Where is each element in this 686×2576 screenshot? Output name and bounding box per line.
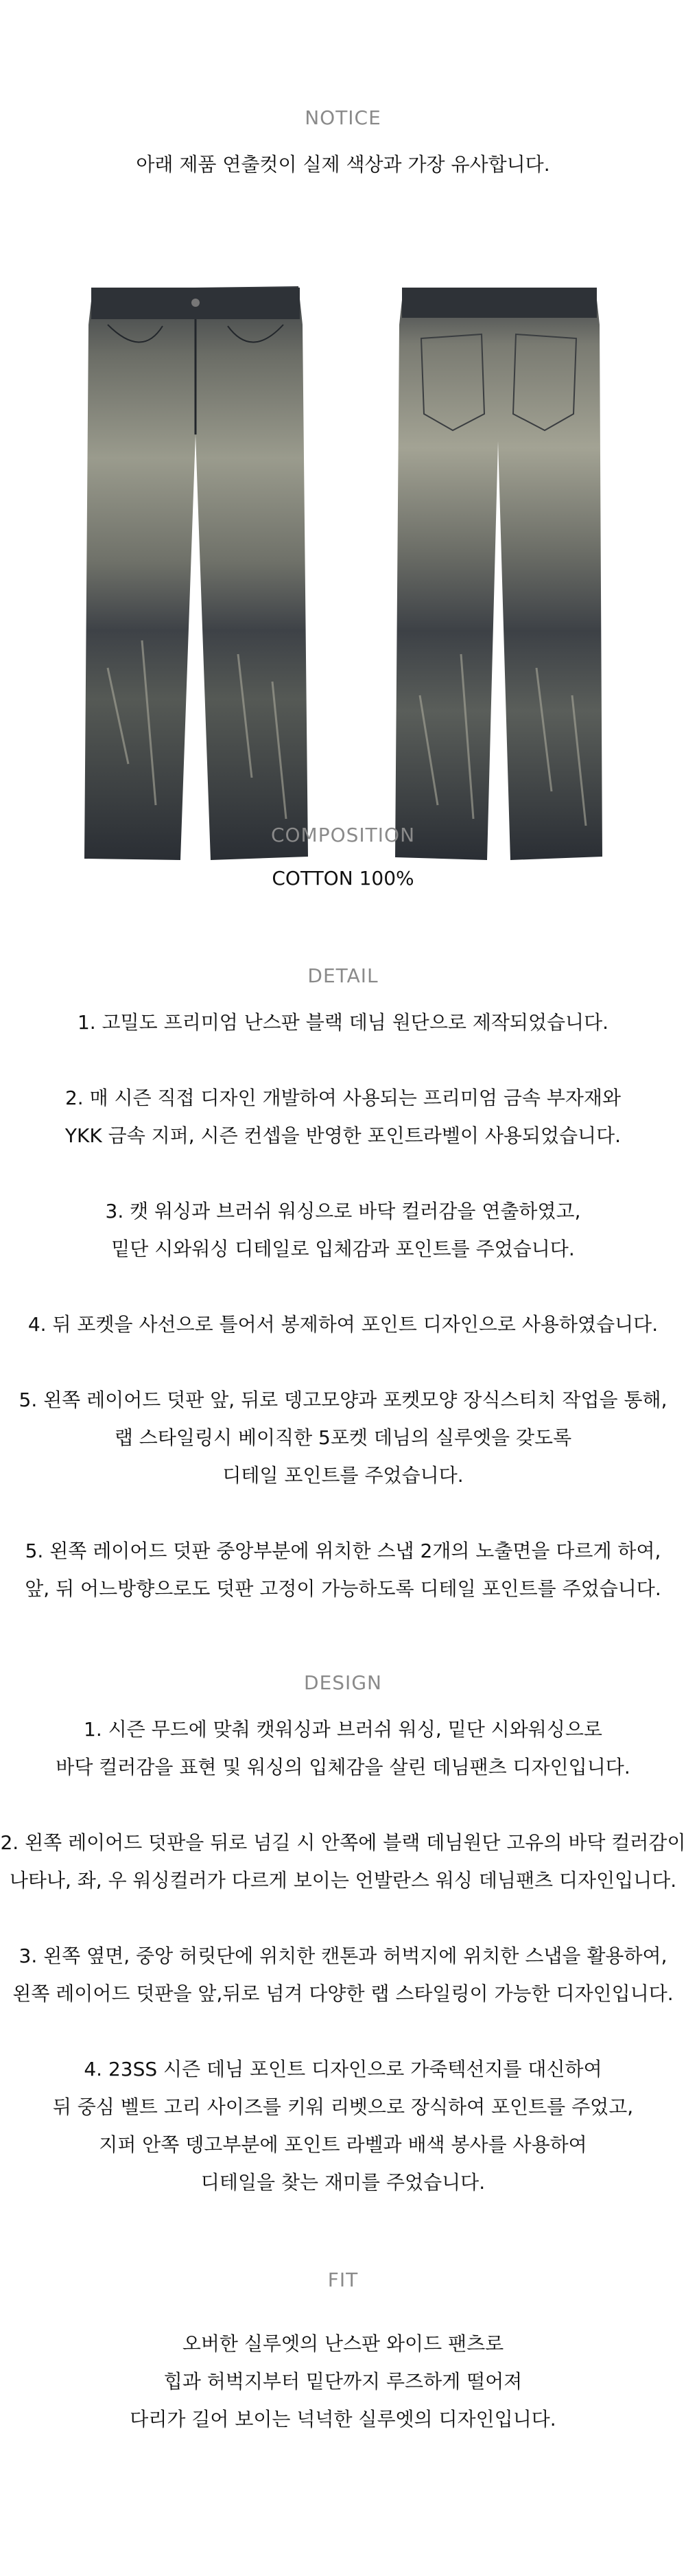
- fit-line: 다리가 길어 보이는 넉넉한 실루엣의 디자인입니다.: [130, 2408, 556, 2430]
- notice-heading: NOTICE: [305, 106, 381, 129]
- design-line: 지퍼 안쪽 뎅고부분에 포인트 라벨과 배색 봉사를 사용하여: [99, 2133, 587, 2156]
- composition-text: COTTON 100%: [272, 867, 414, 890]
- design-line: 나타나, 좌, 우 워싱컬러가 다르게 보이는 언발란스 워싱 데님팬츠 디자인입니다.: [9, 1869, 677, 1892]
- fit-line: 오버한 실루엣의 난스판 와이드 팬츠로: [182, 2332, 504, 2355]
- design-line: 4. 23SS 시즌 데님 포인트 디자인으로 가죽텍선지를 대신하여: [84, 2058, 602, 2080]
- design-line: 1. 시즌 무드에 맞춰 캣워싱과 브러쉬 워싱, 밑단 시와워싱으로: [84, 1718, 602, 1741]
- design-line: 왼쪽 레이어드 덧판을 앞,뒤로 넘겨 다양한 랩 스타일링이 가능한 디자인입니다.: [12, 1982, 674, 2005]
- detail-line: YKK 금속 지퍼, 시즌 컨셉을 반영한 포인트라벨이 사용되었습니다.: [64, 1124, 622, 1147]
- detail-line: 밑단 시와워싱 디테일로 입체감과 포인트를 주었습니다.: [111, 1238, 575, 1260]
- detail-line: 디테일 포인트를 주었습니다.: [222, 1464, 464, 1487]
- design-heading: DESIGN: [304, 1671, 382, 1694]
- detail-heading: DETAIL: [307, 964, 379, 987]
- detail-line: 5. 왼쪽 레이어드 덧판 앞, 뒤로 뎅고모양과 포켓모양 장식스티치 작업을 통해,: [19, 1389, 667, 1411]
- detail-line: 5. 왼쪽 레이어드 덧판 중앙부분에 위치한 스냅 2개의 노출면을 다르게 하여,: [25, 1540, 661, 1562]
- jeans-front-image: [80, 283, 310, 862]
- fit-line: 힙과 허벅지부터 밑단까지 루즈하게 떨어져: [163, 2370, 523, 2393]
- detail-line: 랩 스타일링시 베이직한 5포켓 데님의 실루엣을 갖도록: [114, 1426, 572, 1449]
- detail-line: 4. 뒤 포켓을 사선으로 틀어서 봉제하여 포인트 디자인으로 사용하였습니다.: [27, 1313, 659, 1336]
- detail-line: 2. 매 시즌 직접 디자인 개발하여 사용되는 프리미엄 금속 부자재와: [64, 1087, 622, 1109]
- design-line: 디테일을 찾는 재미를 주었습니다.: [200, 2171, 486, 2194]
- composition-heading: COMPOSITION: [270, 824, 416, 846]
- notice-text: 아래 제품 연출컷이 실제 색상과 가장 유사합니다.: [136, 153, 550, 176]
- detail-line: 3. 캣 워싱과 브러쉬 워싱으로 바닥 컬러감을 연출하였고,: [105, 1200, 581, 1222]
- design-line: 2. 왼쪽 레이어드 덧판을 뒤로 넘길 시 안쪽에 블랙 데님원단 고유의 바닥 컬러감이: [0, 1831, 686, 1854]
- jeans-back-image: [392, 283, 605, 862]
- fit-heading: FIT: [327, 2268, 359, 2291]
- design-line: 3. 왼쪽 옆면, 중앙 허릿단에 위치한 캔톤과 허벅지에 위치한 스냅을 활용하여,: [19, 1945, 667, 1967]
- design-line: 뒤 중심 벨트 고리 사이즈를 키워 리벳으로 장식하여 포인트를 주었고,: [52, 2096, 634, 2118]
- detail-line: 앞, 뒤 어느방향으로도 덧판 고정이 가능하도록 디테일 포인트를 주었습니다.: [25, 1577, 661, 1600]
- design-line: 바닥 컬러감을 표현 및 워싱의 입체감을 살린 데님팬츠 디자인입니다.: [56, 1756, 630, 1778]
- detail-line: 1. 고밀도 프리미엄 난스판 블랙 데님 원단으로 제작되었습니다.: [77, 1011, 609, 1034]
